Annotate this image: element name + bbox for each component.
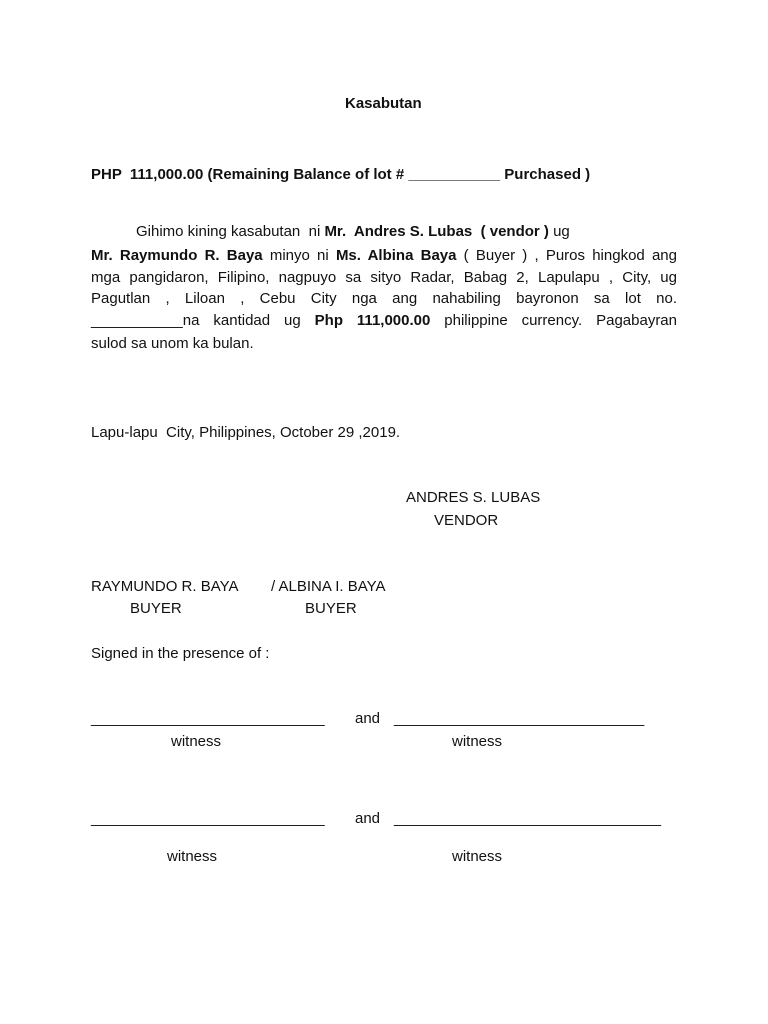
- witness-label: witness: [452, 733, 503, 750]
- buyer-name: / ALBINA I. BAYA: [271, 578, 386, 595]
- text-span: minyo ni: [262, 247, 336, 264]
- vendor-name: ANDRES S. LUBAS: [406, 489, 541, 506]
- vendor-reference: Mr. Andres S. Lubas ( vendor ): [324, 223, 549, 240]
- paragraph-line-3: mga pangidaron, Filipino, nagpuyo sa sityo Radar, Babag 2, Lapulapu , City, ug: [91, 269, 677, 286]
- text-span: Gihimo kining kasabutan ni: [136, 223, 325, 240]
- buyer-role: BUYER: [130, 600, 182, 617]
- place-and-date: Lapu-lapu City, Philippines, October 29 ,2019.: [91, 424, 401, 441]
- witness-signature-line: ____________________________: [91, 710, 325, 727]
- text-span: philippine currency. Pagabayran: [430, 312, 677, 329]
- paragraph-line-1: [136, 224, 570, 239]
- amount-heading: PHP 111,000.00 (Remaining Balance of lot # ___________ Purchased ): [91, 166, 591, 183]
- buyer-spouse-reference: Ms. Albina Baya: [335, 247, 457, 264]
- paragraph-line-4: Pagutlan , Liloan , Cebu City nga ang nahabiling bayronon sa lot no.: [91, 290, 677, 307]
- witness-label: witness: [167, 848, 218, 865]
- vendor-role: VENDOR: [434, 512, 499, 529]
- witness-signature-line: ____________________________: [91, 810, 325, 827]
- buyer-role: BUYER: [305, 600, 357, 617]
- document-title: Kasabutan: [345, 95, 422, 112]
- signed-presence-label: Signed in the presence of :: [91, 645, 270, 662]
- paragraph-line-6: sulod sa unom ka bulan.: [91, 335, 254, 352]
- text-span: ug: [548, 223, 570, 240]
- buyer-reference: Mr. Raymundo R. Baya: [91, 247, 263, 264]
- buyer-name: RAYMUNDO R. BAYA: [91, 578, 239, 595]
- paragraph-line-2: [91, 248, 677, 263]
- text-span: ( Buyer ) , Puros hingkod ang: [456, 247, 677, 264]
- conjunction-label: and: [355, 810, 381, 827]
- witness-signature-line: ______________________________: [394, 710, 645, 727]
- text-span: ___________na kantidad ug: [91, 312, 315, 329]
- conjunction-label: and: [355, 710, 381, 727]
- witness-label: witness: [171, 733, 222, 750]
- amount-reference: Php 111,000.00: [314, 312, 431, 329]
- witness-signature-line: ________________________________: [394, 810, 661, 827]
- witness-label: witness: [452, 848, 503, 865]
- paragraph-line-5: [91, 313, 677, 328]
